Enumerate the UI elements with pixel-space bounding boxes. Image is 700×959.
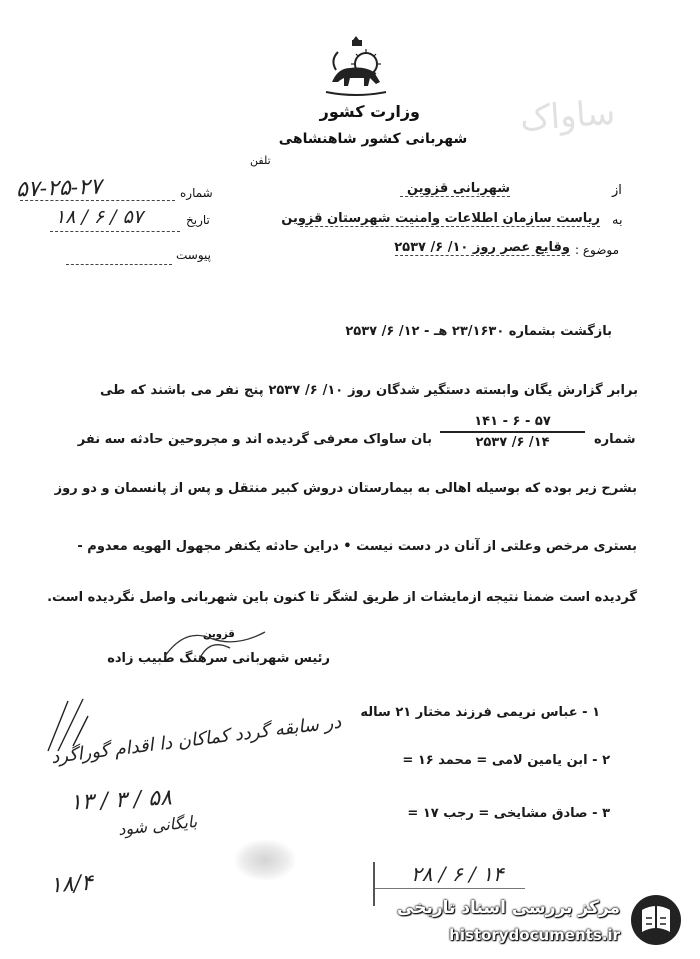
fraction-bottom: ۱۴/ ۶/ ۲۵۳۷: [475, 435, 550, 450]
office-title: شهربانی کشور شاهنشاهی: [278, 131, 468, 147]
to-value: ریاست سازمان اطلاعات وامنیت شهرستان قزوین: [281, 211, 600, 226]
handwritten-note-date: ۱۳ / ۳ / ۵۸: [69, 785, 173, 816]
body-line-6: گردیده است ضمنا نتیجه ازمایشات از طریق لشگر تا کنون باین شهربانی واصل نگردیده است.: [47, 590, 637, 605]
signature-scribble: [160, 626, 270, 666]
number-label: شماره: [180, 186, 213, 200]
watermark-line-1: مرکز بررسی اسناد تاریخی: [397, 898, 620, 918]
date-label: تاریخ: [186, 213, 210, 227]
fraction-top: ۵۷ - ۶ - ۱۴۱: [440, 414, 585, 433]
bottom-stamp-smudge: [235, 840, 295, 880]
watermark: [397, 888, 688, 950]
watermark-line-2: historydocuments.ir: [449, 926, 620, 944]
subject-label: موضوع :: [575, 243, 620, 257]
date-dots: [50, 231, 180, 232]
subject-value: وقایع عصر روز ۱۰/ ۶/ ۲۵۳۷: [394, 240, 570, 255]
top-stamp: ساواک: [518, 92, 617, 140]
body-line-4: بشرح زیر بوده که بوسیله اهالی به بیمارستان دروش کبیر منتقل و پس از پانسمان و دو روز: [54, 481, 637, 496]
injured-item-3: ۳ - صادق مشایخی = رجب ۱۷ =: [407, 806, 610, 821]
watermark-logo-icon: [628, 892, 684, 948]
body-line-5: بستری مرخص وعلتی از آنان در دست نیست • دراین حادثه یکنفر مجهول الهویه معدوم -: [77, 539, 637, 554]
number-dots: [20, 200, 175, 201]
handwritten-note: در سابقه گردد کماکان دا اقدام گوراگرد: [49, 711, 343, 769]
lion-and-sun-emblem: [322, 34, 392, 96]
injured-item-2: ۲ - ابن یامین لامی = محمد ۱۶ =: [402, 753, 610, 768]
reference-fraction: [440, 414, 585, 450]
body-line-3-start: شماره: [594, 432, 636, 447]
corner-number: ۱۸/۴: [49, 870, 94, 899]
body-line-3-end: بان ساواک معرفی گردیده اند و مجروحین حادثه سه نفر: [77, 432, 432, 447]
handwritten-note-sign: بایگانی شود: [117, 811, 198, 840]
date-value: ۱۸ / ۶ / ۵۷: [55, 206, 143, 228]
signature-city: قزوین: [203, 629, 235, 640]
attachment-label: پیوست: [176, 248, 211, 262]
attachment-dots: [66, 264, 172, 265]
from-label: از: [612, 183, 622, 198]
body-line-2: برابر گزارش یگان وابسته دستگیر شدگان روز ۱۰/ ۶/ ۲۵۳۷ پنج نفر می باشند که طی: [100, 383, 638, 398]
to-label: به: [612, 213, 623, 228]
ministry-title: وزارت کشور: [319, 102, 420, 121]
body-line-1: بازگشت بشماره ۲۳/۱۶۳۰ هـ - ۱۲/ ۶/ ۲۵۳۷: [345, 324, 612, 339]
injured-item-1: ۱ - عباس نریمی فرزند مختار ۲۱ ساله: [360, 705, 600, 720]
received-date: ۲۸ / ۶ / ۱۴: [411, 862, 504, 886]
phone-label: تلفن: [250, 154, 271, 167]
number-value: ۵۷-۲۵-۲۷: [15, 174, 103, 203]
signature-title: رئیس شهربانی سرهنگ طبیب زاده: [107, 651, 330, 666]
from-value: شهربانی قزوین: [400, 181, 510, 197]
